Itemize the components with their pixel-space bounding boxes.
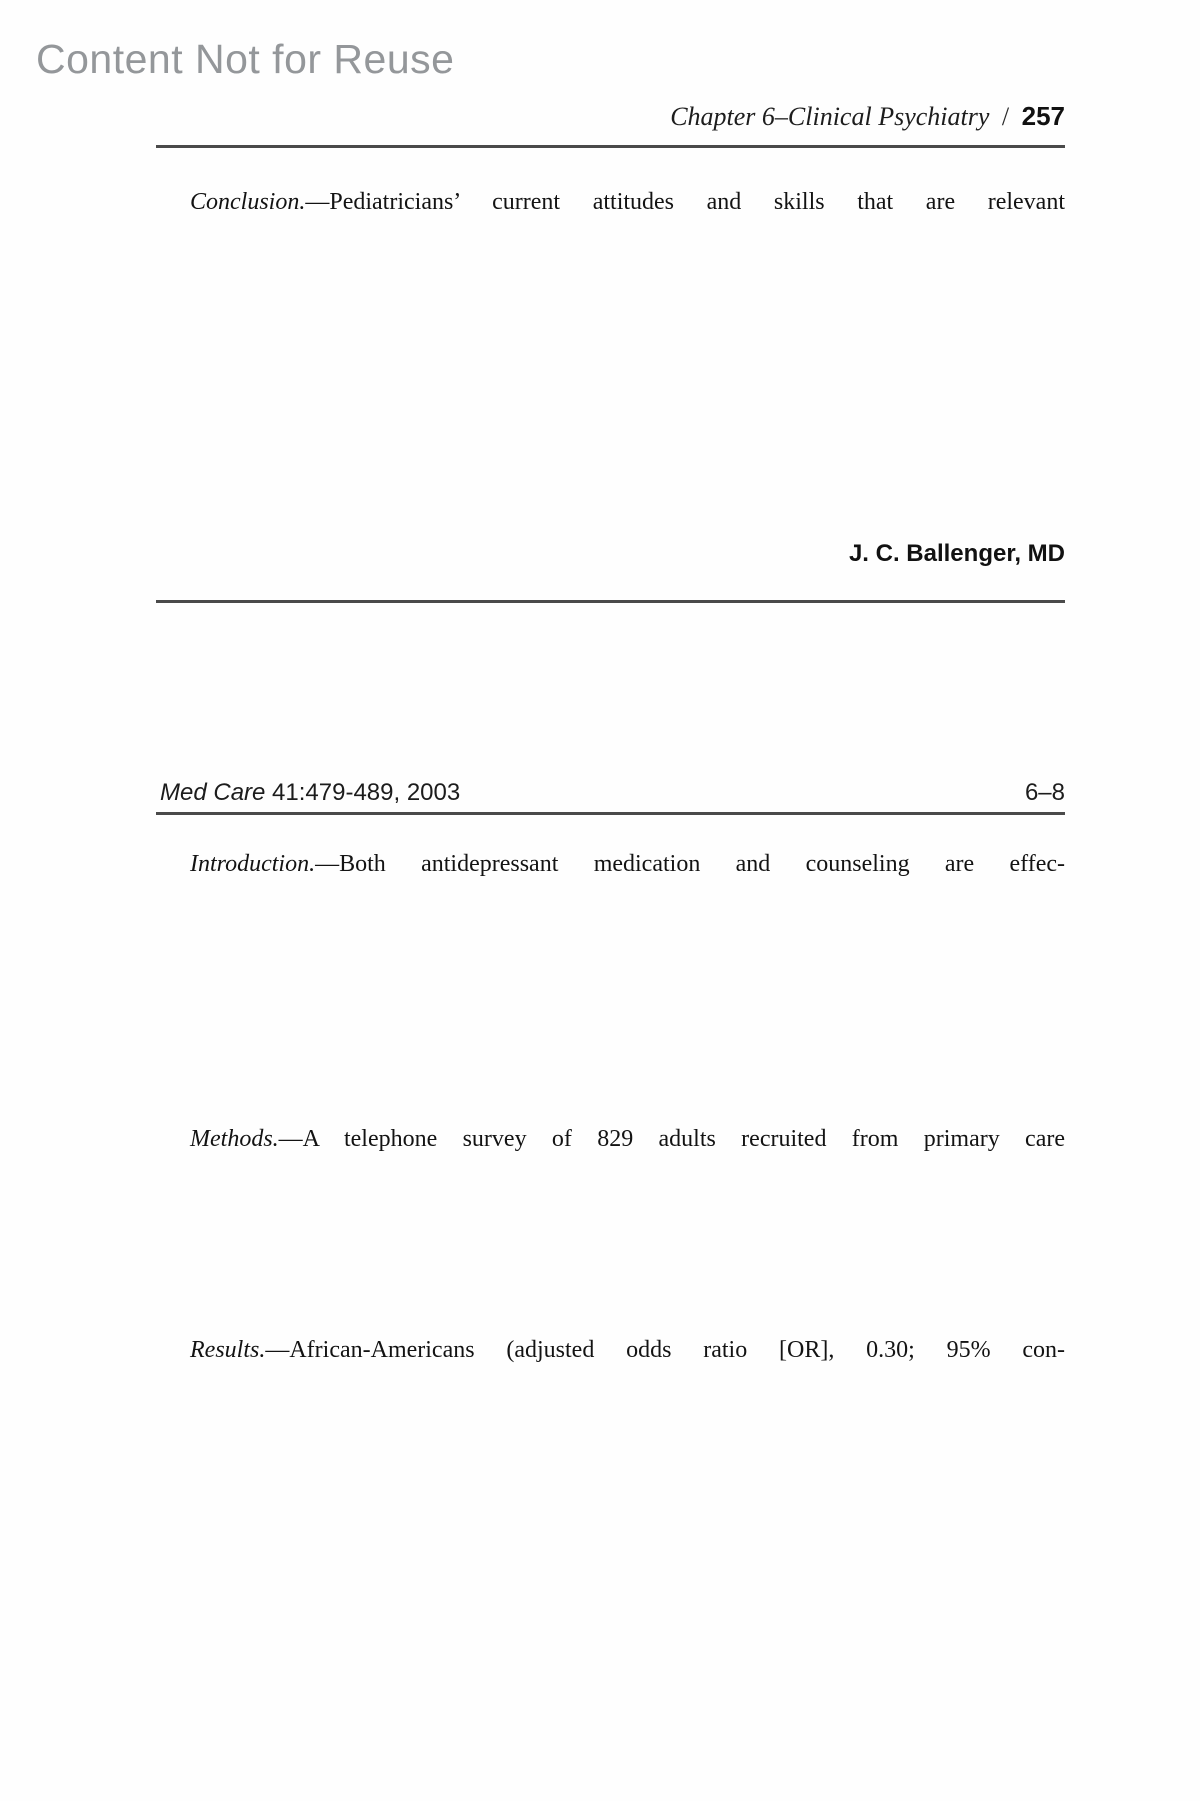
results-paragraph [160,1335,1065,1366]
text-line: Results.—African-Americans (adjusted odds ratio [OR], 0.30; 95% con- [190,1337,1065,1363]
text-line: Introduction.—Both antidepressant medication and counseling are effec- [190,851,1065,877]
text-line: Methods.—A telephone survey of 829 adults recruited from primary care [190,1126,1065,1152]
running-head-separator: / [1001,102,1010,131]
commentator-signature: J. C. Ballenger, MD [848,540,1065,567]
text-line: Conclusion.—Pediatricians’ current attitudes and skills that are relevant [190,189,1065,215]
journal-name: Med Care [160,779,266,806]
abstract-number: 6–8 [1024,779,1065,806]
citation-reference [160,779,460,807]
running-head [160,101,1065,132]
conclusion-paragraph [160,186,1065,218]
introduction-paragraph [160,849,1065,880]
chapter-title: Chapter 6–Clinical Psychiatry [670,102,990,131]
citation-rule [156,812,1065,815]
section-divider-rule [156,600,1065,603]
methods-paragraph [160,1124,1065,1154]
page-number: 257 [1021,101,1065,131]
header-rule [156,145,1065,148]
article-citation [160,779,1065,807]
content-not-for-reuse-watermark: Content Not for Reuse [36,36,455,82]
citation-details: 41:479-489, 2003 [265,779,461,806]
